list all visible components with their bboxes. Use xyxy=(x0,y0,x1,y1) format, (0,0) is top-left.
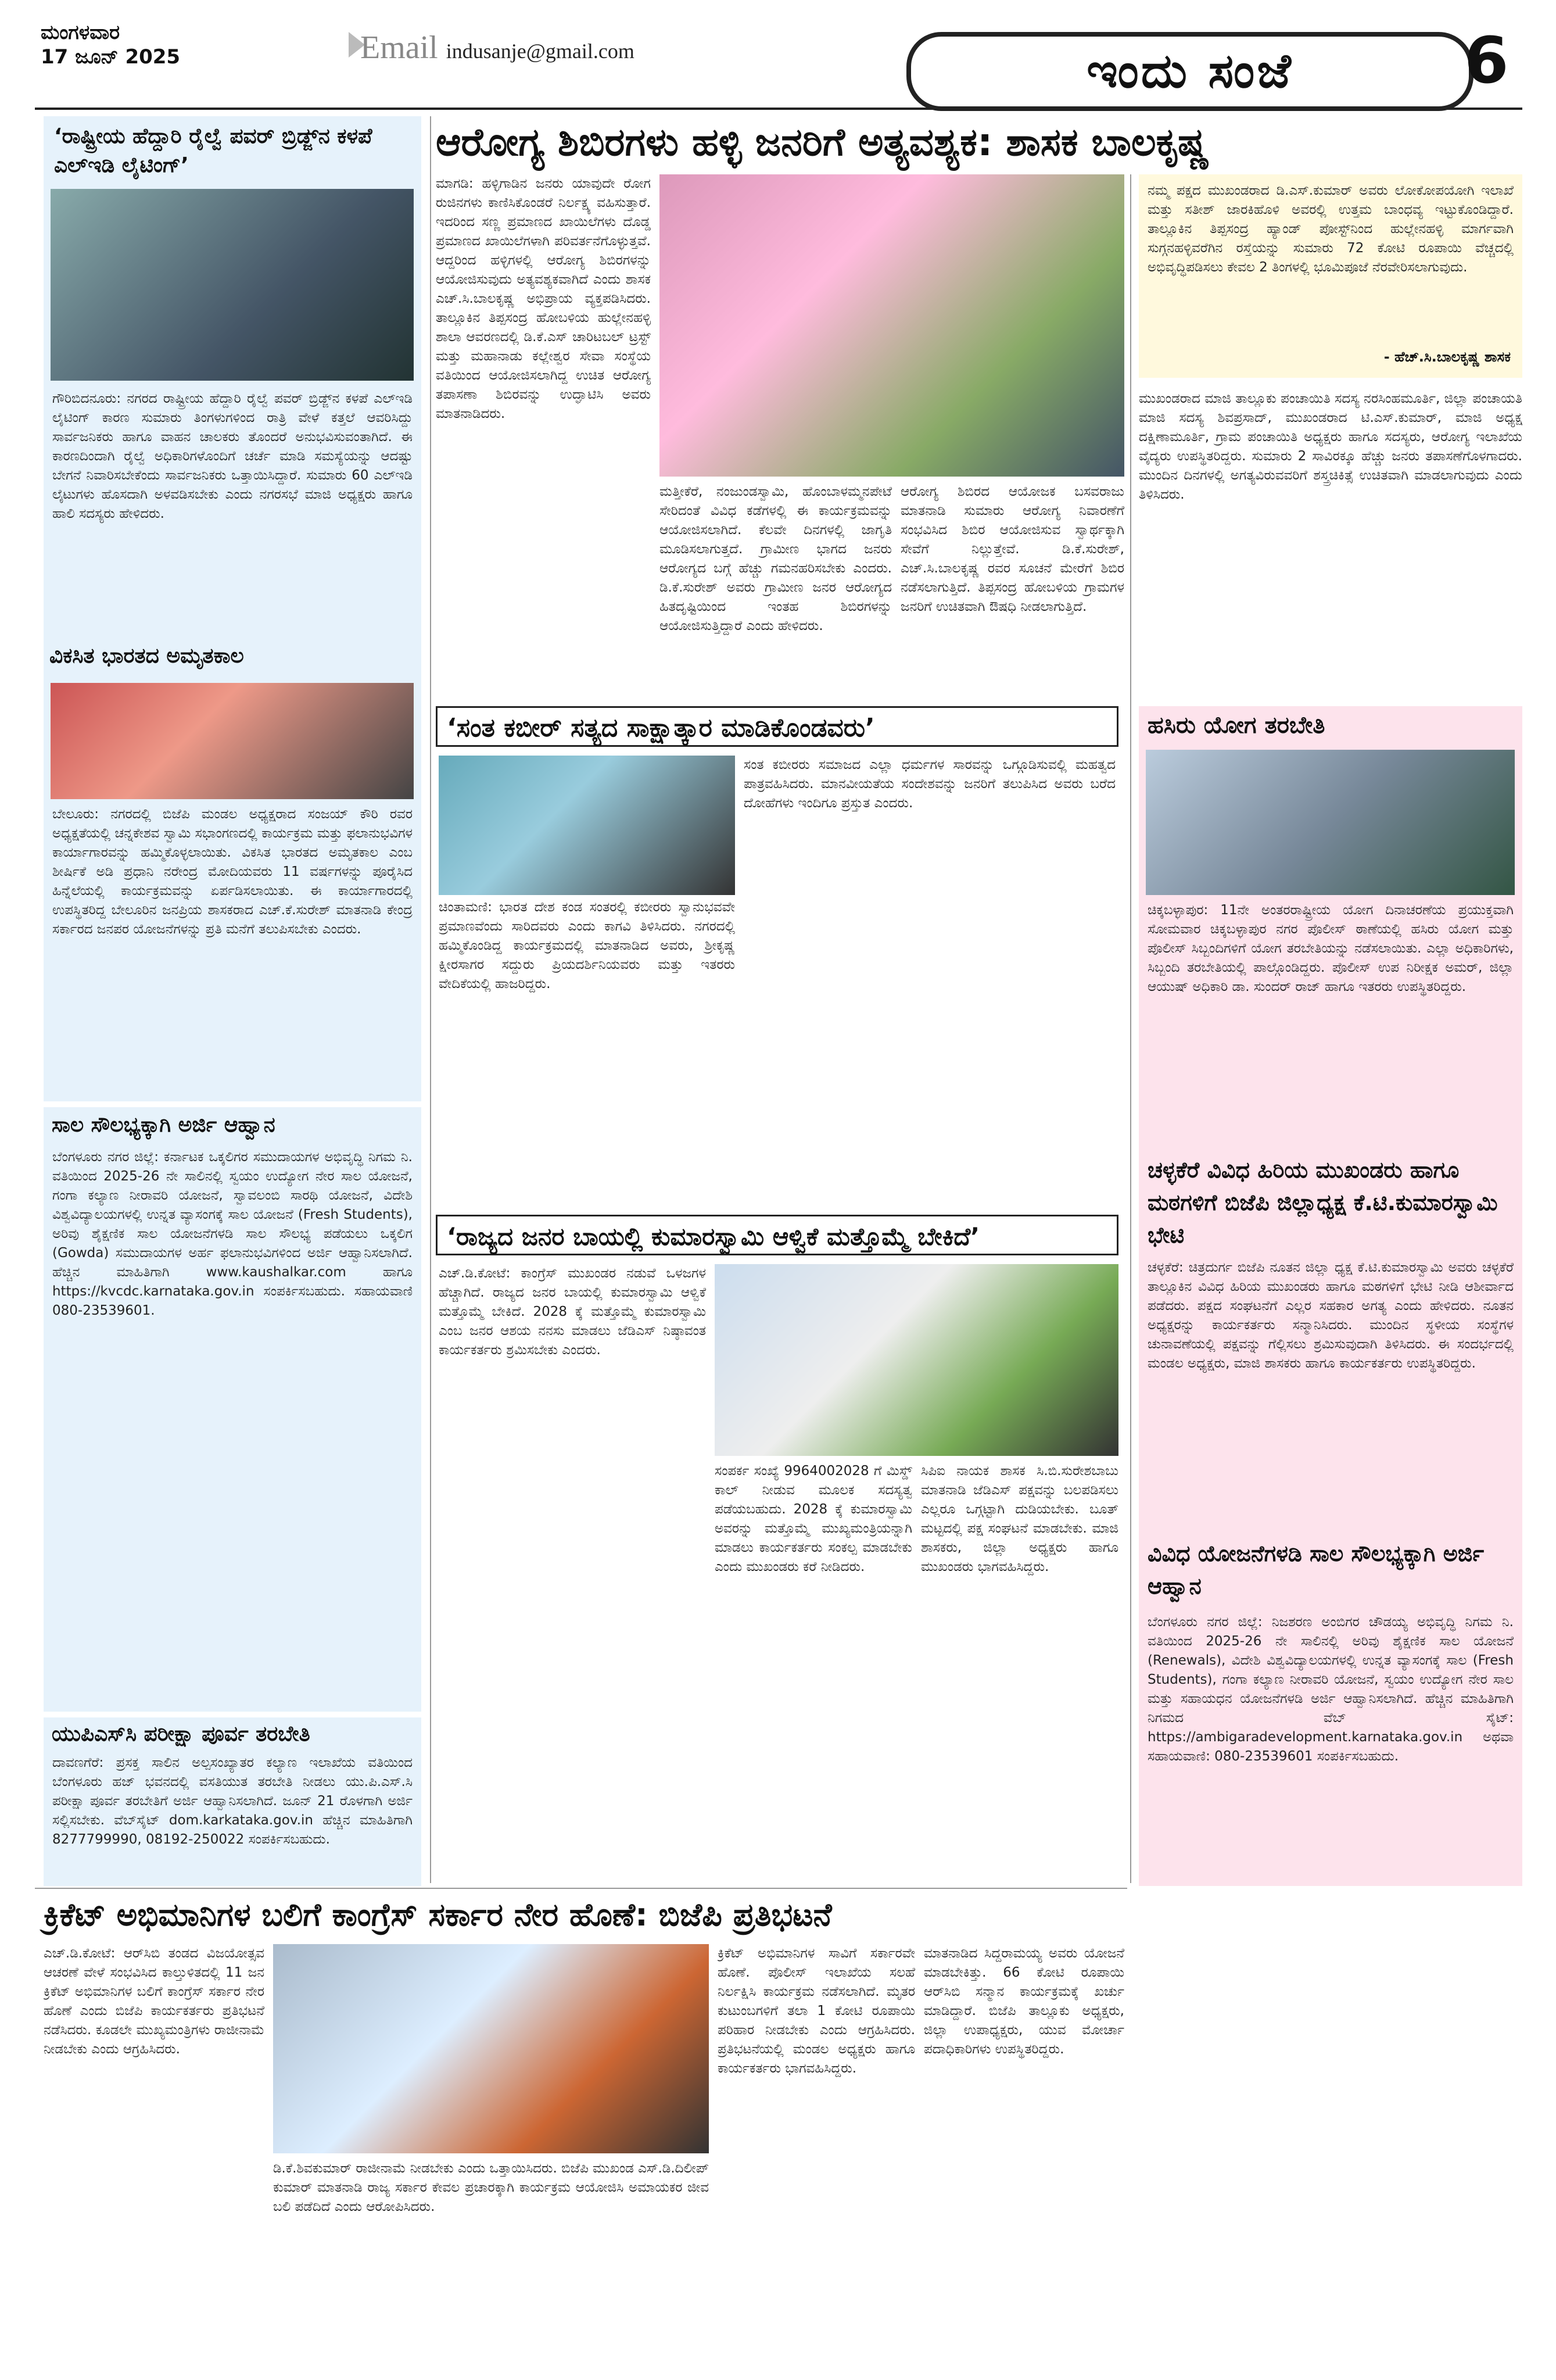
quote-body: ನಮ್ಮ ಪಕ್ಷದ ಮುಖಂಡರಾದ ಡಿ.ಎಸ್.ಕುಮಾರ್ ಅವರು ಲೋಕೋಪಯೋಗಿ ಇಲಾಖೆ ಮತ್ತು ಸತೀಶ್ ಜಾರಕಿಹೊಳಿ ಅವರಲ್ಲಿ ಉತ್ತಮ ಬಾಂಧವ್ಯ ಇಟ್ಟುಕೊಂಡಿದ್ದಾರೆ. ತಾಲ್ಲೂಕಿನ ತಿಪ್ಪಸಂದ್ರ ಹ್ಯಾಂಡ್ ಪೋಸ್ಟ್‌ನಿಂದ ಹುಲ್ಲೇನಹಳ್ಳಿ ಮಾರ್ಗವಾಗಿ ಸುಗ್ಗನಹಳ್ಳಿವರೆಗಿನ ರಸ್ತೆಯನ್ನು ಸುಮಾರು 72 ಕೋಟಿ ರೂಪಾಯಿ ವೆಚ್ಚದಲ್ಲಿ ಅಭಿವೃದ್ಧಿಪಡಿಸಲು ಕೇವಲ 2 ತಿಂಗಳಲ್ಲಿ ಭೂಮಿಪೂಜೆ ನೆರವೇರಿಸಲಾಗುವುದು. xyxy=(1148,183,1514,275)
story-headline: ಯುಪಿಎಸ್‌ಸಿ ಪರೀಕ್ಷಾ ಪೂರ್ವ ತರಬೇತಿ xyxy=(52,1722,310,1746)
left-story2 xyxy=(44,677,421,1101)
date: 17 ಜೂನ್ 2025 xyxy=(41,45,181,69)
section-divider xyxy=(35,1888,1127,1889)
left-story4 xyxy=(44,1717,421,1886)
kumaraswamy-body-col3: ಸಿಪಿಐ ನಾಯಕ ಶಾಸಕ ಸಿ.ಬಿ.ಸುರೇಶಬಾಬು ಮಾತನಾಡಿ ಜೆಡಿಎಸ್ ಪಕ್ಷವನ್ನು ಬಲಪಡಿಸಲು ಎಲ್ಲರೂ ಒಗ್ಗಟ್ಟಾಗಿ ದುಡಿಯಬೇಕು. ಬೂತ್ ಮಟ್ಟದಲ್ಲಿ ಪಕ್ಷ ಸಂಘಟನೆ ಮಾಡಬೇಕು. ಮಾಜಿ ಶಾಸಕರು, ಜಿಲ್ಲಾ ಅಧ್ಯಕ್ಷರು ಹಾಗೂ ಮುಖಂಡರು ಭಾಗವಹಿಸಿದ್ದರು. xyxy=(921,1463,1118,1574)
masthead: ಇಂದು ಸಂಜೆ xyxy=(906,32,1473,111)
story-body: ಬೇಲೂರು: ನಗರದಲ್ಲಿ ಬಿಜೆಪಿ ಮಂಡಲ ಅಧ್ಯಕ್ಷರಾದ ಸಂಜಯ್ ಕೌರಿ ರವರ ಅಧ್ಯಕ್ಷತೆಯಲ್ಲಿ ಚನ್ನಕೇಶವ ಸ್ವಾಮಿ ಸಭಾಂಗಣದಲ್ಲಿ ಕಾರ್ಯಕ್ರಮ ಮತ್ತು ಫಲಾನುಭವಿಗಳ ಕಾರ್ಯಾಗಾರವನ್ನು ಹಮ್ಮಿಕೊಳ್ಳಲಾಯಿತು. ವಿಕಸಿತ ಭಾರತದ ಅಮೃತಕಾಲ ಎಂಬ ಶೀರ್ಷಿಕೆ ಅಡಿ ಪ್ರಧಾನಿ ನರೇಂದ್ರ ಮೋದಿಯವರು 11 ವರ್ಷಗಳನ್ನು ಪೂರೈಸಿದ ಹಿನ್ನೆಲೆಯಲ್ಲಿ ಕಾರ್ಯಕ್ರಮವನ್ನು ಏರ್ಪಡಿಸಲಾಯಿತು. ಈ ಕಾರ್ಯಾಗಾರದಲ್ಲಿ ಉಪಸ್ಥಿತರಿದ್ದ ಬೇಲೂರಿನ ಜನಪ್ರಿಯ ಶಾಸಕರಾದ ಎಚ್.ಕೆ.ಸುರೇಶ್ ಮಾತನಾಡಿ ಕೇಂದ್ರ ಸರ್ಕಾರದ ಜನಪರ ಯೋಜನೆಗಳನ್ನು ಪ್ರತಿ ಮನೆಗೆ ತಲುಪಿಸಬೇಕು ಎಂದರು. xyxy=(52,807,413,937)
header-date-block xyxy=(41,20,180,69)
lead-quote-box xyxy=(1139,174,1522,378)
quote-signature: - ಹೆಚ್.ಸಿ.ಬಾಲಕೃಷ್ಣ ಶಾಸಕ xyxy=(1383,349,1511,365)
photo-kabir xyxy=(439,756,735,895)
header-rule xyxy=(35,108,1522,110)
weekday: ಮಂಗಳವಾರ xyxy=(41,21,120,44)
email-label: Email xyxy=(360,30,438,66)
cricket-body-col4: ಮಾತನಾಡಿದ ಸಿದ್ದರಾಮಯ್ಯ ಅವರು ಯೋಜನೆ ಮಾಡಬೇಕಿತ್ತು. 66 ಕೋಟಿ ರೂಪಾಯಿ ಆರ್‌ಸಿಬಿ ಸನ್ಮಾನ ಕಾರ್ಯಕ್ರಮಕ್ಕೆ ಖರ್ಚು ಮಾಡಿದ್ದಾರೆ. ಬಿಜೆಪಿ ತಾಲ್ಲೂಕು ಅಧ್ಯಕ್ಷರು, ಜಿಲ್ಲಾ ಉಪಾಧ್ಯಕ್ಷರು, ಯುವ ಮೋರ್ಚಾ ಪದಾಧಿಕಾರಿಗಳು ಉಪಸ್ಥಿತರಿದ್ದರು. xyxy=(924,1946,1124,2057)
kabir-body-col1: ಚಿಂತಾಮಣಿ: ಭಾರತ ದೇಶ ಕಂಡ ಸಂತರಲ್ಲಿ ಕಬೀರರು ಸ್ವಾನುಭವವೇ ಪ್ರಮಾಣವೆಂದು ಸಾರಿದವರು ಎಂದು ಕಾಗವಿ ತಿಳಿಸಿದರು. ನಗರದಲ್ಲಿ ಹಮ್ಮಿಕೊಂಡಿದ್ದ ಕಾರ್ಯಕ್ರಮದಲ್ಲಿ ಮಾತನಾಡಿದ ಅವರು, ಶ್ರೀಕೃಷ್ಣ ಕ್ಷೀರಸಾಗರ ಸದ್ದುರು ಪ್ರಿಯದರ್ಶಿನಿಯವರು ಮತ್ತು ಇತರರು ವೇದಿಕೆಯಲ್ಲಿ ಹಾಜರಿದ್ದರು. xyxy=(439,900,735,992)
cricket-body-col2: ಡಿ.ಕೆ.ಶಿವಕುಮಾರ್ ರಾಜೀನಾಮೆ ನೀಡಬೇಕು ಎಂದು ಒತ್ತಾಯಿಸಿದರು. ಬಿಜೆಪಿ ಮುಖಂಡ ಎಸ್.ಡಿ.ದಿಲೀಪ್ ಕುಮಾರ್ ಮಾತನಾಡಿ ರಾಜ್ಯ ಸರ್ಕಾರ ಕೇವಲ ಪ್ರಚಾರಕ್ಕಾಗಿ ಕಾರ್ಯಕ್ರಮ ಆಯೋಜಿಸಿ ಅಮಾಯಕರ ಜೀವ ಬಲಿ ಪಡೆದಿದೆ ಎಂದು ಆರೋಪಿಸಿದರು. xyxy=(273,2161,709,2214)
photo-bjp-meeting xyxy=(51,683,414,799)
photo-bridge xyxy=(51,189,414,381)
cricket-body-col3: ಕ್ರಿಕೆಟ್ ಅಭಿಮಾನಿಗಳ ಸಾವಿಗೆ ಸರ್ಕಾರವೇ ಹೊಣೆ. ಪೊಲೀಸ್ ಇಲಾಖೆಯ ಸಲಹೆ ನಿರ್ಲಕ್ಷಿಸಿ ಕಾರ್ಯಕ್ರಮ ನಡೆಸಲಾಗಿದೆ. ಮೃತರ ಕುಟುಂಬಗಳಿಗೆ ತಲಾ 1 ಕೋಟಿ ರೂಪಾಯಿ ಪರಿಹಾರ ನೀಡಬೇಕು ಎಂದು ಆಗ್ರಹಿಸಿದರು. ಪ್ರತಿಭಟನೆಯಲ್ಲಿ ಮಂಡಲ ಅಧ್ಯಕ್ಷರು ಹಾಗೂ ಕಾರ್ಯಕರ್ತರು ಭಾಗವಹಿಸಿದ್ದರು. xyxy=(718,1946,915,2076)
cricket-headline: ಕ್ರಿಕೆಟ್ ಅಭಿಮಾನಿಗಳ ಬಲಿಗೆ ಕಾಂಗ್ರೆಸ್ ಸರ್ಕಾರ ನೇರ ಹೊಣೆ: ಬಿಜೆಪಿ ಪ್ರತಿಭಟನೆ xyxy=(44,1896,832,1933)
column-divider xyxy=(1130,174,1131,1883)
lead-headline: ಆರೋಗ್ಯ ಶಿಬಿರಗಳು ಹಳ್ಳಿ ಜನರಿಗೆ ಅತ್ಯವಶ್ಯಕ: ಶಾಸಕ ಬಾಲಕೃಷ್ಣ xyxy=(436,120,1210,164)
photo-jds-meeting xyxy=(715,1264,1118,1456)
cricket-body-col1: ಎಚ್.ಡಿ.ಕೋಟೆ: ಆರ್‌ಸಿಬಿ ತಂಡದ ವಿಜಯೋತ್ಸವ ಆಚರಣೆ ವೇಳೆ ಸಂಭವಿಸಿದ ಕಾಲ್ತುಳಿತದಲ್ಲಿ 11 ಜನ ಕ್ರಿಕೆಟ್ ಅಭಿಮಾನಿಗಳ ಬಲಿಗೆ ಕಾಂಗ್ರೆಸ್ ಸರ್ಕಾರ ನೇರ ಹೊಣೆ ಎಂದು ಬಿಜೆಪಿ ಕಾರ್ಯಕರ್ತರು ಪ್ರತಿಭಟನೆ ನಡೆಸಿದರು. ಕೂಡಲೇ ಮುಖ್ಯಮಂತ್ರಿಗಳು ರಾಜೀನಾಮೆ ನೀಡಬೇಕು ಎಂದು ಆಗ್ರಹಿಸಿದರು. xyxy=(44,1946,264,2057)
story-headline: ‘ರಾಷ್ಟ್ರೀಯ ಹೆದ್ದಾರಿ ರೈಲ್ವೆ ಪವರ್ ಬ್ರಿಡ್ಜ್‌ನ ಕಳಪೆ ಎಲ್‌ಇಡಿ ಲೈಟಿಂಗ್’ xyxy=(54,124,372,177)
kumaraswamy-headline: ‘ರಾಜ್ಯದ ಜನರ ಬಾಯಲ್ಲಿ ಕುಮಾರಸ್ವಾಮಿ ಆಳ್ವಿಕೆ ಮತ್ತೊಮ್ಮೆ ಬೇಕಿದೆ’ xyxy=(436,1215,1118,1255)
story-body: ದಾವಣಗೆರೆ: ಪ್ರಸಕ್ತ ಸಾಲಿನ ಅಲ್ಪಸಂಖ್ಯಾತರ ಕಲ್ಯಾಣ ಇಲಾಖೆಯ ವತಿಯಿಂದ ಬೆಂಗಳೂರು ಹಜ್ ಭವನದಲ್ಲಿ ವಸತಿಯುತ ತರಬೇತಿ ನೀಡಲು ಯು.ಪಿ.ಎಸ್.ಸಿ ಪರೀಕ್ಷಾ ಪೂರ್ವ ತರಬೇತಿಗೆ ಅರ್ಜಿ ಆಹ್ವಾನಿಸಲಾಗಿದೆ. ಜೂನ್ 21 ರೊಳಗಾಗಿ ಅರ್ಜಿ ಸಲ್ಲಿಸಬೇಕು. ವೆಬ್‌ಸೈಟ್ dom.karkataka.gov.in ಹೆಚ್ಚಿನ ಮಾಹಿತಿಗಾಗಿ 8277799990, 08192-250022 ಸಂಪರ್ಕಿಸಬಹುದು. xyxy=(52,1755,413,1847)
lead-body-col3: ಆರೋಗ್ಯ ಶಿಬಿರದ ಆಯೋಜಕ ಬಸವರಾಜು ಮಾತನಾಡಿ ಸುಮಾರು ಆರೋಗ್ಯ ನಿವಾರಣೆಗೆ ಸಂಭವಿಸಿದ ಶಿಬಿರ ಆಯೋಜಿಸುವ ಸ್ವಾರ್ಥಕ್ಕಾಗಿ ಸೇವೆಗೆ ನಿಲ್ಲುತ್ತೇವೆ. ಡಿ.ಕೆ.ಸುರೇಶ್, ಎಚ್.ಸಿ.ಬಾಲಕೃಷ್ಣ ರವರ ಸೂಚನೆ ಮೇರೆಗೆ ಶಿಬಿರ ನಡೆಸಲಾಗುತ್ತಿದೆ. ತಿಪ್ಪಸಂದ್ರ ಹೋಬಳಿಯ ಗ್ರಾಮಗಳ ಜನರಿಗೆ ಉಚಿತವಾಗಿ ಔಷಧಿ ನೀಡಲಾಗುತ್ತಿದೆ. xyxy=(901,484,1124,614)
yoga-headline: ಹಸಿರು ಯೋಗ ತರಬೇತಿ xyxy=(1148,712,1325,739)
kabir-body-col2: ಸಂತ ಕಬೀರರು ಸಮಾಜದ ಎಲ್ಲಾ ಧರ್ಮಗಳ ಸಾರವನ್ನು ಒಗ್ಗೂಡಿಸುವಲ್ಲಿ ಮಹತ್ವದ ಪಾತ್ರವಹಿಸಿದರು. ಮಾನವೀಯತೆಯ ಸಂದೇಶವನ್ನು ಜನರಿಗೆ ತಲುಪಿಸಿದ ಅವರು ಬರೆದ ದೋಹೆಗಳು ಇಂದಿಗೂ ಪ್ರಸ್ತುತ ಎಂದರು. xyxy=(744,757,1116,811)
photo-yoga xyxy=(1146,750,1515,895)
page-number: 6 xyxy=(1464,23,1509,98)
email-address[interactable]: indusanje@gmail.com xyxy=(446,40,634,63)
story-headline: ವಿಕಸಿತ ಭಾರತದ ಅಮೃತಕಾಲ xyxy=(49,644,244,668)
lead-body-col4: ಮುಖಂಡರಾದ ಮಾಜಿ ತಾಲ್ಲೂಕು ಪಂಚಾಯಿತಿ ಸದಸ್ಯ ನರಸಿಂಹಮೂರ್ತಿ, ಜಿಲ್ಲಾ ಪಂಚಾಯತಿ ಮಾಜಿ ಸದಸ್ಯ ಶಿವಪ್ರಸಾದ್, ಮುಖಂಡರಾದ ಟಿ.ಎಸ್.ಕುಮಾರ್, ಮಾಜಿ ಅಧ್ಯಕ್ಷ ದಕ್ಷಿಣಾಮೂರ್ತಿ, ಗ್ರಾಮ ಪಂಚಾಯಿತಿ ಅಧ್ಯಕ್ಷರು ಹಾಗೂ ಸದಸ್ಯರು, ಆರೋಗ್ಯ ಇಲಾಖೆಯ ವೈದ್ಯರು ಉಪಸ್ಥಿತರಿದ್ದರು. ಸುಮಾರು 2 ಸಾವಿರಕ್ಕೂ ಹೆಚ್ಚು ಜನರು ತಪಾಸಣೆಗೊಳಗಾದರು. ಮುಂದಿನ ದಿನಗಳಲ್ಲಿ ಅಗತ್ಯವಿರುವವರಿಗೆ ಶಸ್ತ್ರಚಿಕಿತ್ಸೆ ಉಚಿತವಾಗಿ ಮಾಡಲಾಗುವುದು ಎಂದು ತಿಳಿಸಿದರು. xyxy=(1139,391,1522,502)
story-body: ಗೌರಿಬಿದನೂರು: ನಗರದ ರಾಷ್ಟ್ರೀಯ ಹೆದ್ದಾರಿ ರೈಲ್ವೆ ಪವರ್ ಬ್ರಿಡ್ಜ್‌ನ ಕಳಪೆ ಎಲ್‌ಇಡಿ ಲೈಟಿಂಗ್ ಕಾರಣ ಸುಮಾರು ತಿಂಗಳುಗಳಿಂದ ರಾತ್ರಿ ವೇಳೆ ಕತ್ತಲೆ ಆವರಿಸಿದ್ದು ಸಾರ್ವಜನಿಕರು ಹಾಗೂ ವಾಹನ ಚಾಲಕರು ತೊಂದರೆ ಅನುಭವಿಸುವಂತಾಗಿದೆ. ಈ ಕಾರಣದಿಂದಾಗಿ ರೈಲ್ವೆ ಅಧಿಕಾರಿಗಳೊಂದಿಗೆ ಚರ್ಚೆ ಮಾಡಿ ಸಮಸ್ಯೆಯನ್ನು ಆದಷ್ಟು ಬೇಗನೆ ನಿವಾರಿಸಬೇಕೆಂದು ಸಾರ್ವಜನಿಕರು ಒತ್ತಾಯಿಸಿದ್ದಾರೆ. ಸುಮಾರು 60 ಎಲ್‌ಇಡಿ ಲೈಟುಗಳು ಹೊಸದಾಗಿ ಅಳವಡಿಸಬೇಕು ಎಂದು ನಗರಸಭೆ ಮಾಜಿ ಅಧ್ಯಕ್ಷರು ಹಾಗೂ ಹಾಲಿ ಸದಸ್ಯರು ಹೇಳಿದರು. xyxy=(52,391,413,521)
kumaraswamy-body-col2: ಸಂಪರ್ಕ ಸಂಖ್ಯೆ 9964002028 ಗೆ ಮಿಸ್ಡ್ ಕಾಲ್ ನೀಡುವ ಮೂಲಕ ಸದಸ್ಯತ್ವ ಪಡೆಯಬಹುದು. 2028 ಕ್ಕೆ ಕುಮಾರಸ್ವಾಮಿ ಅವರನ್ನು ಮತ್ತೊಮ್ಮೆ ಮುಖ್ಯಮಂತ್ರಿಯನ್ನಾಗಿ ಮಾಡಲು ಕಾರ್ಯಕರ್ತರು ಸಂಕಲ್ಪ ಮಾಡಬೇಕು ಎಂದು ಮುಖಂಡರು ಕರೆ ನೀಡಿದರು. xyxy=(715,1463,912,1574)
email-block xyxy=(360,29,634,66)
kumaraswamy-body-col1: ಎಚ್.ಡಿ.ಕೋಟೆ: ಕಾಂಗ್ರೆಸ್ ಮುಖಂಡರ ನಡುವೆ ಒಳಜಗಳ ಹೆಚ್ಚಾಗಿದೆ. ರಾಜ್ಯದ ಜನರ ಬಾಯಲ್ಲಿ ಕುಮಾರಸ್ವಾಮಿ ಆಳ್ವಿಕೆ ಮತ್ತೊಮ್ಮೆ ಬೇಕಿದೆ. 2028 ಕ್ಕೆ ಮತ್ತೊಮ್ಮೆ ಕುಮಾರಸ್ವಾಮಿ ಎಂಬ ಜನರ ಆಶಯ ನನಸು ಮಾಡಲು ಜೆಡಿಎಸ್ ನಿಷ್ಠಾವಂತ ಕಾರ್ಯಕರ್ತರು ಶ್ರಮಿಸಬೇಕು ಎಂದರು. xyxy=(439,1266,706,1358)
photo-protest xyxy=(273,1944,709,2153)
lead-body-col1: ಮಾಗಡಿ: ಹಳ್ಳಿಗಾಡಿನ ಜನರು ಯಾವುದೇ ರೋಗ ರುಜಿನಗಳು ಕಾಣಿಸಿಕೊಂಡರೆ ನಿರ್ಲಕ್ಷ್ಯ ವಹಿಸುತ್ತಾರೆ. ಇದರಿಂದ ಸಣ್ಣ ಪ್ರಮಾಣದ ಖಾಯಿಲೆಗಳು ದೊಡ್ಡ ಪ್ರಮಾಣದ ಖಾಯಿಲೆಗಳಾಗಿ ಪರಿವರ್ತನೆಗೊಳ್ಳುತ್ತವೆ. ಆದ್ದರಿಂದ ಹಳ್ಳಿಗಳಲ್ಲಿ ಆರೋಗ್ಯ ಶಿಬಿರಗಳನ್ನು ಆಯೋಜಿಸುವುದು ಅತ್ಯವಶ್ಯಕವಾಗಿದೆ ಎಂದು ಶಾಸಕ ಎಚ್.ಸಿ.ಬಾಲಕೃಷ್ಣ ಅಭಿಪ್ರಾಯ ವ್ಯಕ್ತಪಡಿಸಿದರು. ತಾಲ್ಲೂಕಿನ ತಿಪ್ಪಸಂದ್ರ ಹೋಬಳಿಯ ಹುಲ್ಲೇನಹಳ್ಳಿ ಶಾಲಾ ಆವರಣದಲ್ಲಿ ಡಿ.ಕೆ.ಎಸ್ ಚಾರಿಟಬಲ್ ಟ್ರಸ್ಟ್ ಮತ್ತು ಮಹಾನಾಡು ಕಲ್ಲೇಶ್ವರ ಸೇವಾ ಸಂಸ್ಥೆಯ ವತಿಯಿಂದ ಆಯೋಜಿಸಲಾಗಿದ್ದ ಉಚಿತ ಆರೋಗ್ಯ ತಪಾಸಣಾ ಶಿಬಿರವನ್ನು ಉದ್ಘಾಟಿಸಿ ಅವರು ಮಾತನಾಡಿದರು. xyxy=(436,176,651,421)
kabir-headline: ‘ಸಂತ ಕಬೀರ್ ಸತ್ಯದ ಸಾಕ್ಷಾತ್ಕಾರ ಮಾಡಿಕೊಂಡವರು’ xyxy=(436,706,1118,747)
loan-headline: ವಿವಿಧ ಯೋಜನೆಗಳಡಿ ಸಾಲ ಸೌಲಭ್ಯಕ್ಕಾಗಿ ಅರ್ಜಿ ಆಹ್ವಾನ xyxy=(1148,1541,1485,1599)
bjp-body: ಚಳ್ಳಕೆರೆ: ಚಿತ್ರದುರ್ಗ ಬಿಜೆಪಿ ನೂತನ ಜಿಲ್ಲಾ ಧ್ಯಕ್ಷ ಕೆ.ಟಿ.ಕುಮಾರಸ್ವಾಮಿ ಅವರು ಚಳ್ಳಕೆರೆ ತಾಲ್ಲೂಕಿನ ವಿವಿಧ ಹಿರಿಯ ಮುಖಂಡರು ಹಾಗೂ ಮಠಗಳಿಗೆ ಭೇಟಿ ನೀಡಿ ಆಶೀರ್ವಾದ ಪಡೆದರು. ಪಕ್ಷದ ಸಂಘಟನೆಗೆ ಎಲ್ಲರ ಸಹಕಾರ ಅಗತ್ಯ ಎಂದು ಹೇಳಿದರು. ನೂತನ ಅಧ್ಯಕ್ಷರನ್ನು ಕಾರ್ಯಕರ್ತರು ಸನ್ಮಾನಿಸಿದರು. ಮುಂದಿನ ಸ್ಥಳೀಯ ಸಂಸ್ಥೆಗಳ ಚುನಾವಣೆಯಲ್ಲಿ ಪಕ್ಷವನ್ನು ಗೆಲ್ಲಿಸಲು ಶ್ರಮಿಸುವುದಾಗಿ ತಿಳಿಸಿದರು. ಈ ಸಂದರ್ಭದಲ್ಲಿ ಮಂಡಲ ಅಧ್ಯಕ್ಷರು, ಮಾಜಿ ಶಾಸಕರು ಹಾಗೂ ಕಾರ್ಯಕರ್ತರು ಉಪಸ್ಥಿತರಿದ್ದರು. xyxy=(1148,1260,1514,1371)
photo-health-camp xyxy=(659,174,1124,477)
story-body: ಬೆಂಗಳೂರು ನಗರ ಜಿಲ್ಲೆ: ಕರ್ನಾಟಕ ಒಕ್ಕಲಿಗರ ಸಮುದಾಯಗಳ ಅಭಿವೃದ್ಧಿ ನಿಗಮ ನಿ. ವತಿಯಿಂದ 2025-26 ನೇ ಸಾಲಿನಲ್ಲಿ ಸ್ವಯಂ ಉದ್ಯೋಗ ನೇರ ಸಾಲ ಯೋಜನೆ, ಗಂಗಾ ಕಲ್ಯಾಣ ನೀರಾವರಿ ಯೋಜನೆ, ಸ್ವಾವಲಂಬಿ ಸಾರಥಿ ಯೋಜನೆ, ವಿದೇಶಿ ವಿಶ್ವವಿದ್ಯಾಲಯಗಳಲ್ಲಿ ಉನ್ನತ ವ್ಯಾಸಂಗಕ್ಕೆ ಸಾಲ ಯೋಜನೆ (Fresh Students), ಅರಿವು ಶೈಕ್ಷಣಿಕ ಸಾಲ ಯೋಜನೆಗಳಡಿ ಸಾಲ ಸೌಲಭ್ಯ ಪಡೆಯಲು ಒಕ್ಕಲಿಗ (Gowda) ಸಮುದಾಯಗಳ ಅರ್ಹ ಫಲಾನುಭವಿಗಳಿಂದ ಅರ್ಜಿ ಆಹ್ವಾನಿಸಲಾಗಿದೆ. ಹೆಚ್ಚಿನ ಮಾಹಿತಿಗಾಗಿ www.kaushalkar.com ಹಾಗೂ https://kvcdc.karnataka.gov.in ಸಂಪರ್ಕಿಸಬಹುದು. ಸಹಾಯವಾಣಿ 080-23539601. xyxy=(52,1150,413,1318)
story-headline: ಸಾಲ ಸೌಲಭ್ಯಕ್ಕಾಗಿ ಅರ್ಜಿ ಆಹ್ವಾನ xyxy=(52,1113,275,1137)
left-story2-header xyxy=(44,639,421,674)
left-story3 xyxy=(44,1107,421,1712)
loan-body: ಬೆಂಗಳೂರು ನಗರ ಜಿಲ್ಲೆ: ನಿಜಶರಣ ಅಂಬಿಗರ ಚೌಡಯ್ಯ ಅಭಿವೃದ್ಧಿ ನಿಗಮ ನಿ. ವತಿಯಿಂದ 2025-26 ನೇ ಸಾಲಿನಲ್ಲಿ ಅರಿವು ಶೈಕ್ಷಣಿಕ ಸಾಲ ಯೋಜನೆ (Renewals), ವಿದೇಶಿ ವಿಶ್ವವಿದ್ಯಾಲಯಗಳಲ್ಲಿ ಉನ್ನತ ವ್ಯಾಸಂಗಕ್ಕೆ ಸಾಲ (Fresh Students), ಗಂಗಾ ಕಲ್ಯಾಣ ನೀರಾವರಿ ಯೋಜನೆ, ಸ್ವಯಂ ಉದ್ಯೋಗ ನೇರ ಸಾಲ ಮತ್ತು ಸಹಾಯಧನ ಯೋಜನೆಗಳಡಿ ಅರ್ಜಿ ಆಹ್ವಾನಿಸಲಾಗಿದೆ. ಹೆಚ್ಚಿನ ಮಾಹಿತಿಗಾಗಿ ನಿಗಮದ ವೆಬ್ ಸೈಟ್: https://ambigaradevelopment.karnataka.gov.in ಅಥವಾ ಸಹಾಯವಾಣಿ: 080-23539601 ಸಂಪರ್ಕಿಸಬಹುದು. xyxy=(1148,1615,1514,1764)
column-divider xyxy=(430,116,431,1883)
lead-body-col2: ಮತ್ತೀಕೆರೆ, ನಂಜುಂಡಸ್ವಾಮಿ, ಹೊಂಬಾಳಮ್ಮನಪೇಟೆ ಸೇರಿದಂತೆ ವಿವಿಧ ಕಡೆಗಳಲ್ಲಿ ಈ ಕಾರ್ಯಕ್ರಮವನ್ನು ಆಯೋಜಿಸಲಾಗಿದೆ. ಕೆಲವೇ ದಿನಗಳಲ್ಲಿ ಜಾಗೃತಿ ಮೂಡಿಸಲಾಗುತ್ತದೆ. ಗ್ರಾಮೀಣ ಭಾಗದ ಜನರು ಆರೋಗ್ಯದ ಬಗ್ಗೆ ಹೆಚ್ಚು ಗಮನಹರಿಸಬೇಕು ಎಂದರು. ಡಿ.ಕೆ.ಸುರೇಶ್ ಅವರು ಗ್ರಾಮೀಣ ಜನರ ಆರೋಗ್ಯದ ಹಿತದೃಷ್ಟಿಯಿಂದ ಇಂತಹ ಶಿಬಿರಗಳನ್ನು ಆಯೋಜಿಸುತ್ತಿದ್ದಾರೆ ಎಂದು ಹೇಳಿದರು. xyxy=(659,484,892,634)
bjp-headline: ಚಳ್ಳಕೆರೆ ವಿವಿಧ ಹಿರಿಯ ಮುಖಂಡರು ಹಾಗೂ ಮಠಗಳಿಗೆ ಬಿಜೆಪಿ ಜಿಲ್ಲಾಧ್ಯಕ್ಷ ಕೆ.ಟಿ.ಕುಮಾರಸ್ವಾಮಿ ಭೇಟಿ xyxy=(1148,1157,1498,1248)
yoga-body: ಚಿಕ್ಕಬಳ್ಳಾಪುರ: 11ನೇ ಅಂತರರಾಷ್ಟ್ರೀಯ ಯೋಗ ದಿನಾಚರಣೆಯ ಪ್ರಯುಕ್ತವಾಗಿ ಸೋಮವಾರ ಚಿಕ್ಕಬಳ್ಳಾಪುರ ನಗರ ಪೊಲೀಸ್ ಠಾಣೆಯಲ್ಲಿ ಹಸಿರು ಯೋಗ ಮತ್ತು ಪೊಲೀಸ್ ಸಿಬ್ಬಂದಿಗಳಿಗೆ ಯೋಗ ತರಬೇತಿಯನ್ನು ನಡೆಸಲಾಯಿತು. ಎಲ್ಲಾ ಅಧಿಕಾರಿಗಳು, ಸಿಬ್ಬಂದಿ ತರಬೇತಿಯಲ್ಲಿ ಪಾಲ್ಗೊಂಡಿದ್ದರು. ಪೊಲೀಸ್ ಉಪ ನಿರೀಕ್ಷಕ ಅಮರ್, ಜಿಲ್ಲಾ ಆಯುಷ್ ಅಧಿಕಾರಿ ಡಾ. ಸುಂದರ್ ರಾಜ್ ಹಾಗೂ ಇತರರು ಉಪಸ್ಥಿತರಿದ್ದರು. xyxy=(1148,903,1514,994)
right-pink-panel xyxy=(1139,706,1522,1886)
